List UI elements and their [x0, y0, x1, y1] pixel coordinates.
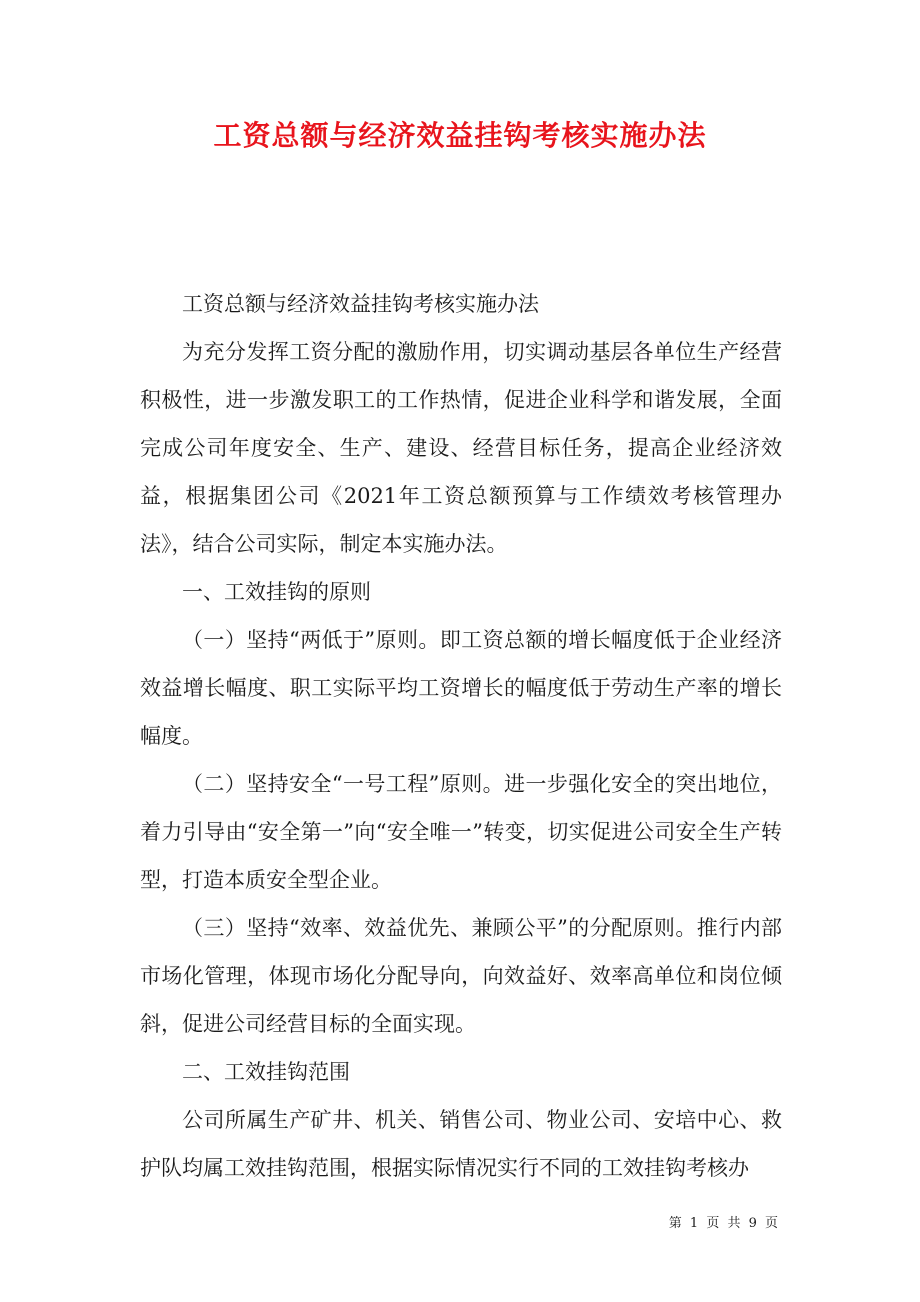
- paragraph-intro: 为充分发挥工资分配的激励作用，切实调动基层各单位生产经营积极性，进一步激发职工的工作热情，促进企业科学和谐发展，全面完成公司年度安全、生产、建设、经营目标任务，提高企业经济效益，根据集团公司《2021年工资总额预算与工作绩效考核管理办法》，结合公司实际，制定本实施办法。: [140, 340, 782, 556]
- section-heading-principles: 一、工效挂钩的原则: [182, 580, 371, 604]
- page-number: 第 1 页 共 9 页: [668, 1216, 780, 1231]
- paragraph-principle-3: （三）坚持“效率、效益优先、兼顾公平”的分配原则。推行内部市场化管理，体现市场化分配导向，向效益好、效率高单位和岗位倾斜，促进公司经营目标的全面实现。: [140, 916, 782, 1036]
- document-body: [140, 280, 782, 1192]
- paragraph-scope: 公司所属生产矿井、机关、销售公司、物业公司、安培中心、救护队均属工效挂钩范围，根据实际情况实行不同的工效挂钩考核办: [140, 1108, 782, 1180]
- document-title: 工资总额与经济效益挂钩考核实施办法: [213, 119, 707, 152]
- paragraph-principle-2: （二）坚持安全“一号工程”原则。进一步强化安全的突出地位，着力引导由“安全第一”向“安全唯一”转变，切实促进公司安全生产转型，打造本质安全型企业。: [140, 772, 782, 892]
- paragraph-heading: 工资总额与经济效益挂钩考核实施办法: [182, 292, 539, 316]
- paragraph-principle-1: （一）坚持“两低于”原则。即工资总额的增长幅度低于企业经济效益增长幅度、职工实际平均工资增长的幅度低于劳动生产率的增长幅度。: [140, 628, 782, 748]
- section-heading-scope: 二、工效挂钩范围: [182, 1060, 350, 1084]
